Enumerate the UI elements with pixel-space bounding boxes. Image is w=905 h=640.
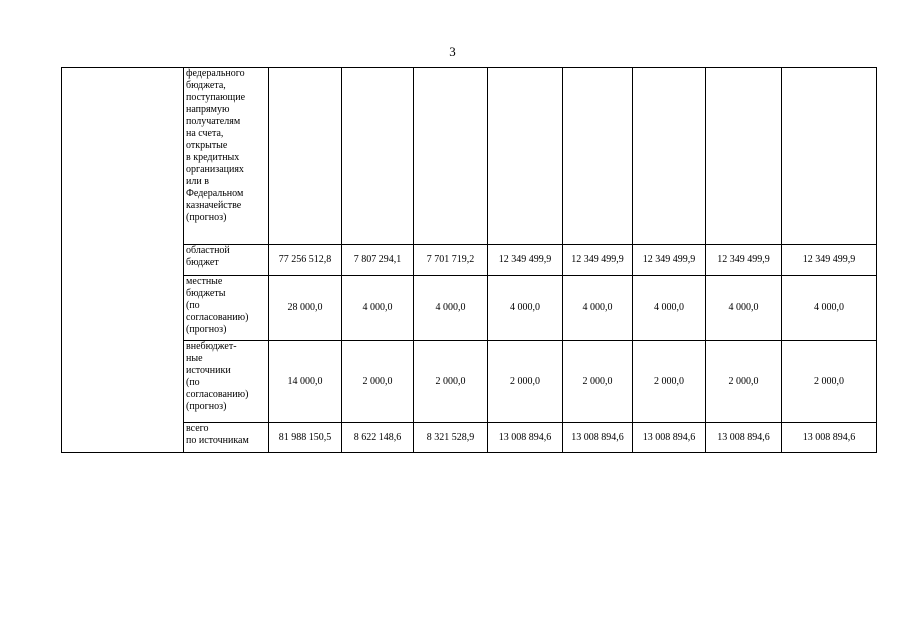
value-cell: 12 349 499,9 bbox=[706, 245, 782, 276]
value-cell: 7 701 719,2 bbox=[414, 245, 488, 276]
value-cell: 4 000,0 bbox=[488, 276, 563, 341]
source-label: всего по источникам bbox=[184, 423, 269, 453]
value-cell: 2 000,0 bbox=[706, 341, 782, 423]
value-cell bbox=[782, 68, 877, 245]
table-row-regional bbox=[62, 245, 877, 276]
value-cell: 2 000,0 bbox=[633, 341, 706, 423]
value-cell: 12 349 499,9 bbox=[782, 245, 877, 276]
value-cell: 12 349 499,9 bbox=[488, 245, 563, 276]
value-cell: 13 008 894,6 bbox=[782, 423, 877, 453]
value-cell: 14 000,0 bbox=[269, 341, 342, 423]
value-cell: 4 000,0 bbox=[706, 276, 782, 341]
value-cell bbox=[414, 68, 488, 245]
value-cell bbox=[633, 68, 706, 245]
value-cell: 28 000,0 bbox=[269, 276, 342, 341]
value-cell: 77 256 512,8 bbox=[269, 245, 342, 276]
value-cell: 2 000,0 bbox=[342, 341, 414, 423]
table-row-extrabudgetary bbox=[62, 341, 877, 423]
value-cell bbox=[706, 68, 782, 245]
source-label: местные бюджеты (по согласованию) (прогноз) bbox=[184, 276, 269, 341]
page-number: 3 bbox=[449, 44, 456, 59]
value-cell: 13 008 894,6 bbox=[488, 423, 563, 453]
value-cell: 13 008 894,6 bbox=[563, 423, 633, 453]
value-cell: 4 000,0 bbox=[414, 276, 488, 341]
value-cell: 2 000,0 bbox=[488, 341, 563, 423]
budget-table bbox=[61, 67, 877, 453]
value-cell: 13 008 894,6 bbox=[633, 423, 706, 453]
value-cell: 13 008 894,6 bbox=[706, 423, 782, 453]
source-label: внебюджет- ные источники (по согласованию) (прогноз) bbox=[184, 341, 269, 423]
value-cell: 2 000,0 bbox=[414, 341, 488, 423]
value-cell bbox=[563, 68, 633, 245]
value-cell: 2 000,0 bbox=[563, 341, 633, 423]
source-label: федерального бюджета, поступающие напрямую получателям на счета, открытые в кредитных организациях или в Федеральном казначействе (прогноз) bbox=[184, 68, 269, 245]
value-cell: 81 988 150,5 bbox=[269, 423, 342, 453]
value-cell bbox=[342, 68, 414, 245]
value-cell: 4 000,0 bbox=[633, 276, 706, 341]
value-cell: 4 000,0 bbox=[563, 276, 633, 341]
value-cell: 8 622 148,6 bbox=[342, 423, 414, 453]
table-row-local bbox=[62, 276, 877, 341]
source-label: областной бюджет bbox=[184, 245, 269, 276]
value-cell bbox=[488, 68, 563, 245]
table-row-federal bbox=[62, 68, 877, 245]
program-name-cell bbox=[62, 68, 184, 453]
table-row-total bbox=[62, 423, 877, 453]
value-cell: 7 807 294,1 bbox=[342, 245, 414, 276]
value-cell: 8 321 528,9 bbox=[414, 423, 488, 453]
value-cell: 4 000,0 bbox=[782, 276, 877, 341]
value-cell bbox=[269, 68, 342, 245]
value-cell: 4 000,0 bbox=[342, 276, 414, 341]
value-cell: 2 000,0 bbox=[782, 341, 877, 423]
value-cell: 12 349 499,9 bbox=[563, 245, 633, 276]
value-cell: 12 349 499,9 bbox=[633, 245, 706, 276]
